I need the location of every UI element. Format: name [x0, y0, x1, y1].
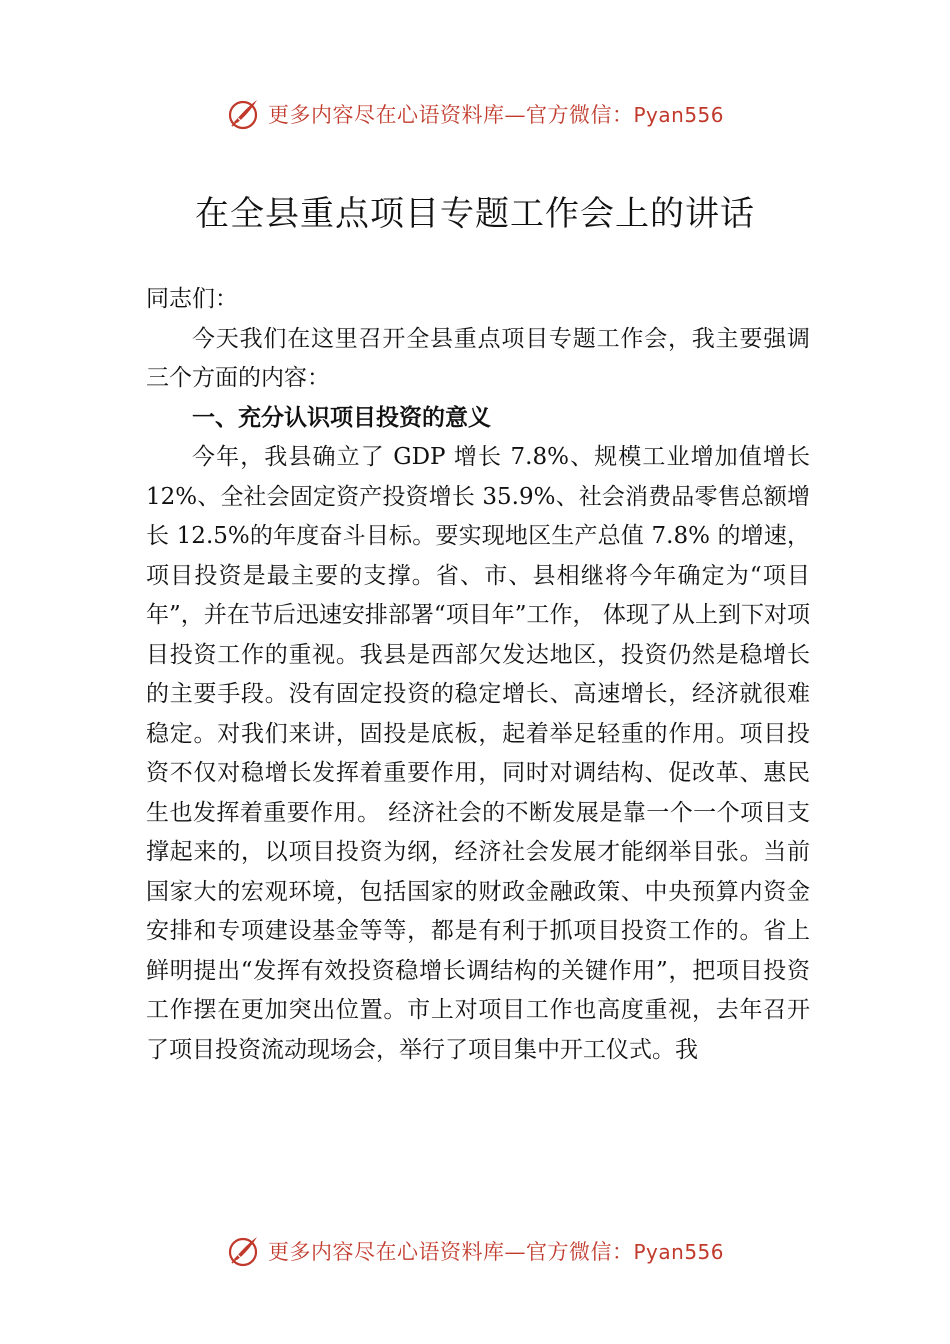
section-1-heading: 一、充分认识项目投资的意义 — [192, 404, 491, 431]
quill-pen-logo-icon — [226, 1233, 262, 1269]
footer-banner-text: 更多内容尽在心语资料库—官方微信：Pyan556 — [267, 1240, 724, 1264]
quill-pen-logo-icon — [226, 96, 262, 132]
section-1-paragraph: 今年，我县确立了 GDP 增长 7.8%、规模工业增加值增长 12%、全社会固定资产投资增长 35.9%、社会消费品零售总额增长 12.5%的年度奋斗目标。要实现地区生产总值 7.8% 的增速，项目投资是最主要的支撑。省、市、县相继将今年确定为“项目年”，并在节后迅速安排部署“项目年”工作， 体现了从上到下对项目投资工作的重视。我县是西部欠发达地区，投资仍然是稳增长的主要手段。没有固定投资的稳定增长、高速增长，经济就很难稳定。对我们来讲，固投是底板，起着举足轻重的作用。项目投资不仅对稳增长发挥着重要作用，同时对调结构、促改革、惠民生也发挥着重要作用。 经济社会的不断发展是靠一个一个项目支撑起来的，以项目投资为纲，经济社会发展才能纲举目张。当前国家大的宏观环境，包括国家的财政金融政策、中央预算内资金安排和专项建设基金等等，都是有利于抓项目投资工作的。省上鲜明提出“发挥有效投资稳增长调结构的关键作用”，把项目投资工作摆在更加突出位置。市上对项目工作也高度重视，去年召开了项目投资流动现场会，举行了项目集中开工仪式。我 — [146, 444, 810, 1063]
header-banner — [0, 94, 950, 134]
salutation: 同志们： — [146, 286, 238, 312]
header-banner-text: 更多内容尽在心语资料库—官方微信：Pyan556 — [267, 103, 724, 127]
footer-banner — [0, 1231, 950, 1271]
document-body — [146, 280, 810, 1070]
document-title: 在全县重点项目专题工作会上的讲话 — [195, 194, 755, 234]
header-wechat-id: Pyan556 — [633, 103, 724, 127]
intro-paragraph: 今天我们在这里召开全县重点项目专题工作会，我主要强调三个方面的内容： — [146, 325, 810, 391]
footer-wechat-id: Pyan556 — [633, 1240, 724, 1264]
